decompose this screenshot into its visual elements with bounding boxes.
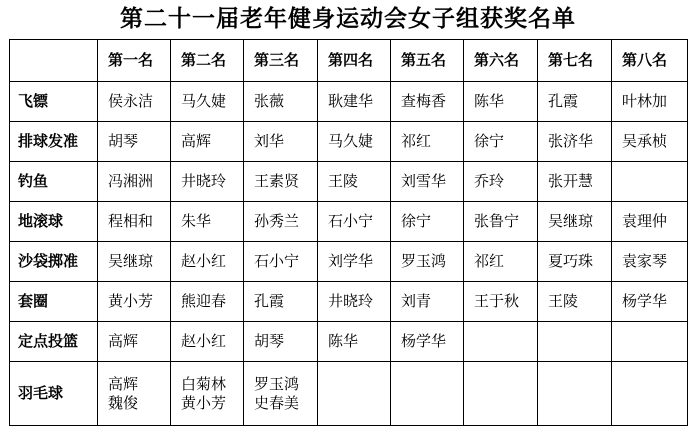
winner-name: 张鲁宁 xyxy=(474,212,520,230)
winner-name: 孔霞 xyxy=(254,292,285,310)
winner-name: 陈华 xyxy=(328,332,359,350)
winner-name: 井晓玲 xyxy=(328,292,374,310)
winner-name: 吴继琼 xyxy=(548,212,594,230)
winner-name: 熊迎春 xyxy=(181,292,227,310)
winner-cell xyxy=(464,362,538,426)
column-header: 第七名 xyxy=(538,40,612,82)
winner-name: 罗玉鸿 xyxy=(254,374,300,393)
winner-cell xyxy=(538,362,612,426)
winner-name: 高辉 xyxy=(108,332,139,350)
winner-cell xyxy=(612,322,688,362)
winner-cell xyxy=(612,282,688,322)
winner-name: 张济华 xyxy=(548,132,594,150)
winner-name: 孙秀兰 xyxy=(254,212,300,230)
winner-name: 夏巧珠 xyxy=(548,252,594,270)
winner-name: 黄小芳 xyxy=(108,292,154,310)
winner-name: 高辉 xyxy=(108,374,139,393)
winner-cell xyxy=(98,162,171,202)
winner-name: 王于秋 xyxy=(474,292,520,310)
event-name: 羽毛球 xyxy=(10,362,98,426)
table-row xyxy=(10,282,688,322)
winner-name: 袁理仲 xyxy=(622,212,668,230)
corner-cell xyxy=(10,40,98,82)
winner-cell xyxy=(464,82,538,122)
winner-name: 叶林加 xyxy=(622,92,668,110)
winner-name: 张开慧 xyxy=(548,172,594,190)
winner-name: 祁红 xyxy=(474,252,505,270)
winner-name: 查梅香 xyxy=(401,92,447,110)
winner-name: 刘青 xyxy=(401,292,432,310)
winner-cell xyxy=(318,242,391,282)
winner-cell xyxy=(612,82,688,122)
event-name: 地滚球 xyxy=(10,202,98,242)
winner-cell xyxy=(464,242,538,282)
winner-cell xyxy=(318,82,391,122)
table-row xyxy=(10,82,688,122)
winner-name: 刘学华 xyxy=(328,252,374,270)
event-name: 钓鱼 xyxy=(10,162,98,202)
column-header: 第五名 xyxy=(391,40,464,82)
winner-name: 祁红 xyxy=(401,132,432,150)
winner-cell xyxy=(318,282,391,322)
winner-name: 王素贤 xyxy=(254,172,300,190)
winner-cell xyxy=(244,322,318,362)
winner-name: 吴继琼 xyxy=(108,252,154,270)
winner-name: 袁家琴 xyxy=(622,252,668,270)
winner-name: 高辉 xyxy=(181,132,212,150)
winner-cell xyxy=(318,202,391,242)
winner-name: 罗玉鸿 xyxy=(401,252,447,270)
winner-cell xyxy=(391,362,464,426)
winner-cell xyxy=(318,322,391,362)
column-header: 第三名 xyxy=(244,40,318,82)
winner-cell xyxy=(98,202,171,242)
winner-cell xyxy=(391,82,464,122)
winner-name: 徐宁 xyxy=(401,212,432,230)
winner-cell xyxy=(98,362,171,426)
winner-name: 黄小芳 xyxy=(181,393,227,412)
winner-cell xyxy=(612,162,688,202)
winner-name: 王陵 xyxy=(548,292,579,310)
winner-name: 马久婕 xyxy=(328,132,374,150)
winner-name: 程相和 xyxy=(108,212,154,230)
winner-cell xyxy=(538,282,612,322)
winner-cell xyxy=(612,242,688,282)
winner-name: 张薇 xyxy=(254,92,285,110)
winner-name: 孔霞 xyxy=(548,92,579,110)
winner-cell xyxy=(612,362,688,426)
winner-name: 石小宁 xyxy=(328,212,374,230)
winner-cell xyxy=(98,82,171,122)
winner-name: 朱华 xyxy=(181,212,212,230)
event-name: 定点投篮 xyxy=(10,322,98,362)
winner-cell xyxy=(171,322,244,362)
winner-cell xyxy=(318,122,391,162)
column-header: 第八名 xyxy=(612,40,688,82)
column-header: 第六名 xyxy=(464,40,538,82)
event-name: 飞镖 xyxy=(10,82,98,122)
event-name: 排球发准 xyxy=(10,122,98,162)
winner-name: 冯湘洲 xyxy=(108,172,154,190)
winner-name: 刘雪华 xyxy=(401,172,447,190)
event-name: 沙袋掷准 xyxy=(10,242,98,282)
winner-cell xyxy=(391,242,464,282)
winner-name: 马久婕 xyxy=(181,92,227,110)
winner-name: 魏俊 xyxy=(108,393,139,412)
winner-cell xyxy=(244,282,318,322)
table-row xyxy=(10,322,688,362)
table-row xyxy=(10,162,688,202)
winner-cell xyxy=(464,162,538,202)
winner-cell xyxy=(464,202,538,242)
winner-name: 胡琴 xyxy=(108,132,139,150)
table-row xyxy=(10,242,688,282)
winner-cell xyxy=(538,202,612,242)
winner-cell xyxy=(171,162,244,202)
winner-cell xyxy=(318,162,391,202)
winner-cell xyxy=(171,282,244,322)
award-table xyxy=(9,39,688,426)
winner-cell xyxy=(538,122,612,162)
winner-cell xyxy=(612,122,688,162)
event-name: 套圈 xyxy=(10,282,98,322)
table-row xyxy=(10,122,688,162)
column-header: 第二名 xyxy=(171,40,244,82)
table-row xyxy=(10,202,688,242)
winner-name: 白菊林 xyxy=(181,374,227,393)
winner-cell xyxy=(464,122,538,162)
winner-name: 吴承桢 xyxy=(622,132,668,150)
winner-cell xyxy=(391,322,464,362)
column-header: 第四名 xyxy=(318,40,391,82)
winner-cell xyxy=(244,162,318,202)
winner-cell xyxy=(98,322,171,362)
winner-name: 赵小红 xyxy=(181,332,227,350)
winner-name: 胡琴 xyxy=(254,332,285,350)
winner-name: 侯永洁 xyxy=(108,92,154,110)
winner-cell xyxy=(391,202,464,242)
winner-cell xyxy=(244,362,318,426)
winner-cell xyxy=(171,122,244,162)
winner-cell xyxy=(171,242,244,282)
winner-cell xyxy=(244,82,318,122)
winner-cell xyxy=(244,202,318,242)
winner-name: 杨学华 xyxy=(401,332,447,350)
winner-name: 乔玲 xyxy=(474,172,505,190)
table-row xyxy=(10,362,688,426)
winner-cell xyxy=(391,122,464,162)
winner-name: 徐宁 xyxy=(474,132,505,150)
winner-name: 赵小红 xyxy=(181,252,227,270)
header-row xyxy=(10,40,688,82)
winner-cell xyxy=(171,82,244,122)
winner-name: 王陵 xyxy=(328,172,359,190)
winner-name: 石小宁 xyxy=(254,252,300,270)
winner-cell xyxy=(171,362,244,426)
winner-cell xyxy=(244,122,318,162)
winner-name: 刘华 xyxy=(254,132,285,150)
winner-cell xyxy=(612,202,688,242)
winner-cell xyxy=(318,362,391,426)
winner-cell xyxy=(171,202,244,242)
winner-cell xyxy=(391,282,464,322)
winner-cell xyxy=(98,122,171,162)
winner-cell xyxy=(244,242,318,282)
winner-name: 史春美 xyxy=(254,393,300,412)
winner-name: 陈华 xyxy=(474,92,505,110)
winner-cell xyxy=(464,322,538,362)
column-header: 第一名 xyxy=(98,40,171,82)
winner-cell xyxy=(538,162,612,202)
winner-cell xyxy=(391,162,464,202)
winner-cell xyxy=(538,242,612,282)
winner-cell xyxy=(538,82,612,122)
winner-cell xyxy=(98,282,171,322)
page-title: 第二十一届老年健身运动会女子组获奖名单 xyxy=(120,5,576,32)
winner-name: 杨学华 xyxy=(622,292,668,310)
winner-name: 耿建华 xyxy=(328,92,374,110)
winner-cell xyxy=(538,322,612,362)
winner-name: 井晓玲 xyxy=(181,172,227,190)
winner-cell xyxy=(98,242,171,282)
winner-cell xyxy=(464,282,538,322)
